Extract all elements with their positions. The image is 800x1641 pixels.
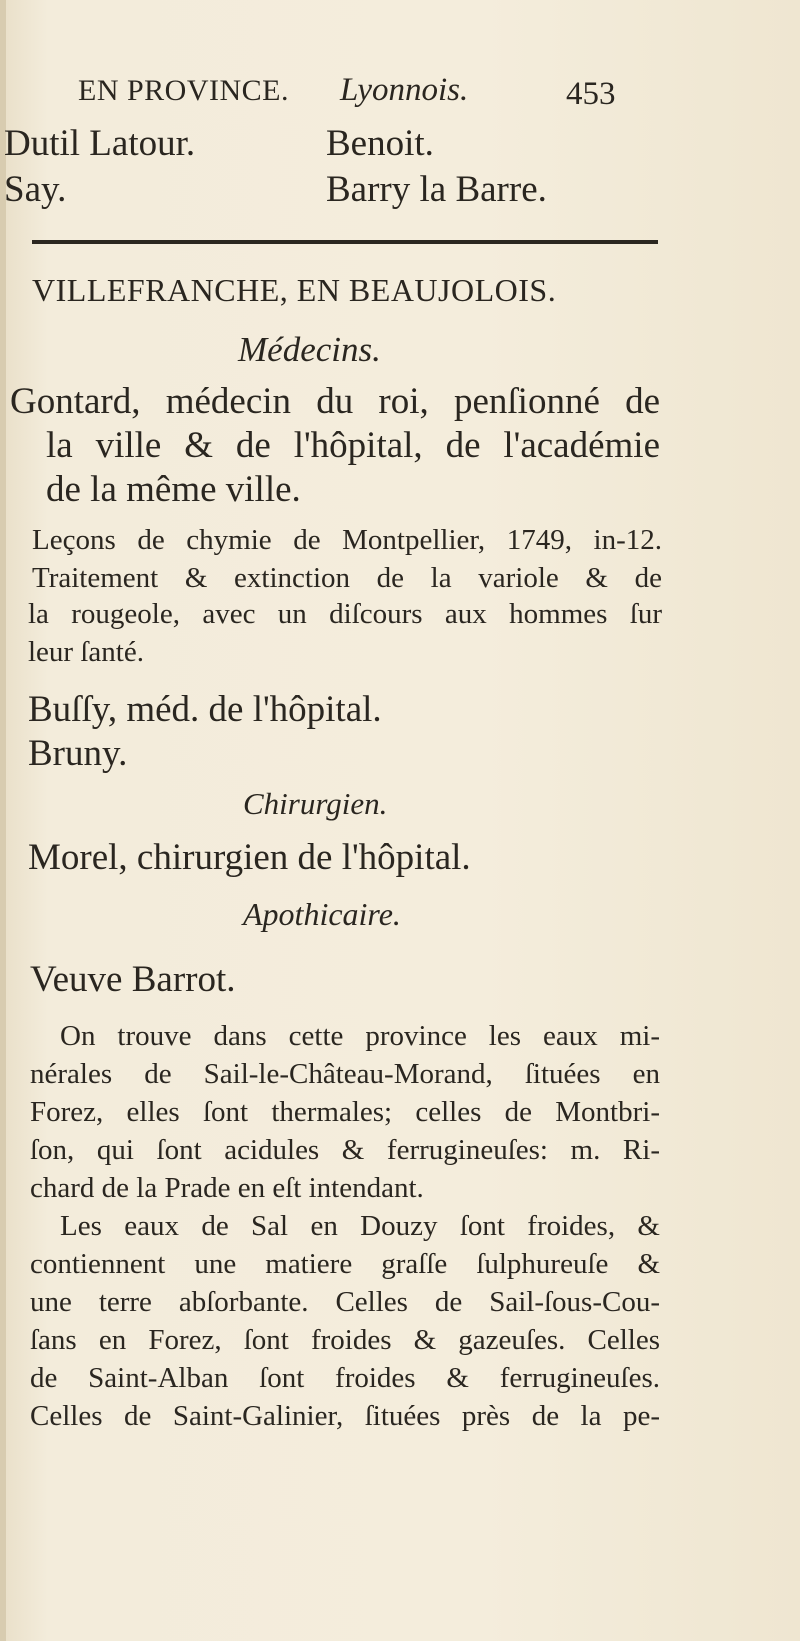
p1-line-1: On trouve dans cette province les eaux mi- (60, 1020, 660, 1052)
bruny-entry: Bruny. (28, 733, 128, 774)
p1-line-5: chard de la Prade en eſt intendant. (30, 1172, 424, 1204)
gontard-line-3: de la même ville. (46, 469, 301, 510)
p2-line-6: Celles de Saint-Galinier, ſituées près de la pe- (30, 1400, 660, 1432)
page-number: 453 (566, 76, 616, 112)
gontard-line-1: Gontard, médecin du roi, penſionné de (10, 381, 660, 422)
name-benoit: Benoit. (326, 123, 434, 164)
name-say: Say. (4, 169, 67, 210)
name-dutil-latour: Dutil Latour. (4, 123, 196, 164)
p2-line-4: ſans en Forez, ſont froides & gazeuſes. Celles (30, 1324, 660, 1356)
works-line-2: Traitement & extinction de la variole & de (32, 562, 662, 594)
morel-entry: Morel, chirurgien de l'hôpital. (28, 837, 471, 878)
section-title: VILLEFRANCHE, EN BEAUJOLOIS. (32, 272, 557, 308)
p1-line-2: nérales de Sail-le-Château-Morand, ſituées en (30, 1058, 660, 1090)
heading-chirurgien: Chirurgien. (243, 786, 388, 821)
works-line-3: la rougeole, avec un diſcours aux hommes ſur (28, 598, 662, 630)
page-binding-edge (0, 0, 6, 1641)
p2-line-1: Les eaux de Sal en Douzy ſont froides, & (60, 1210, 660, 1242)
heading-apothicaire: Apothicaire. (243, 896, 401, 932)
p2-line-5: de Saint-Alban ſont froides & ferrugineuſes. (30, 1362, 660, 1394)
p1-line-4: ſon, qui ſont acidules & ferrugineuſes: m. Ri- (30, 1134, 660, 1166)
running-head-region: Lyonnois. (340, 72, 469, 108)
heading-medecins: Médecins. (238, 330, 381, 369)
barrot-entry: Veuve Barrot. (30, 959, 236, 1000)
p2-line-2: contiennent une matiere graſſe ſulphureuſe & (30, 1248, 660, 1280)
section-rule (32, 240, 658, 244)
works-line-1: Leçons de chymie de Montpellier, 1749, in-12. (32, 524, 662, 556)
p2-line-3: une terre abſorbante. Celles de Sail-ſous-Cou- (30, 1286, 660, 1318)
p1-line-3: Forez, elles ſont thermales; celles de Montbri- (30, 1096, 660, 1128)
works-line-4: leur ſanté. (28, 636, 144, 668)
name-barry-la-barre: Barry la Barre. (326, 169, 547, 210)
bussy-entry: Buſſy, méd. de l'hôpital. (28, 689, 382, 730)
gontard-line-2: la ville & de l'hôpital, de l'académie (46, 425, 660, 466)
running-head: EN PROVINCE. (78, 74, 290, 107)
